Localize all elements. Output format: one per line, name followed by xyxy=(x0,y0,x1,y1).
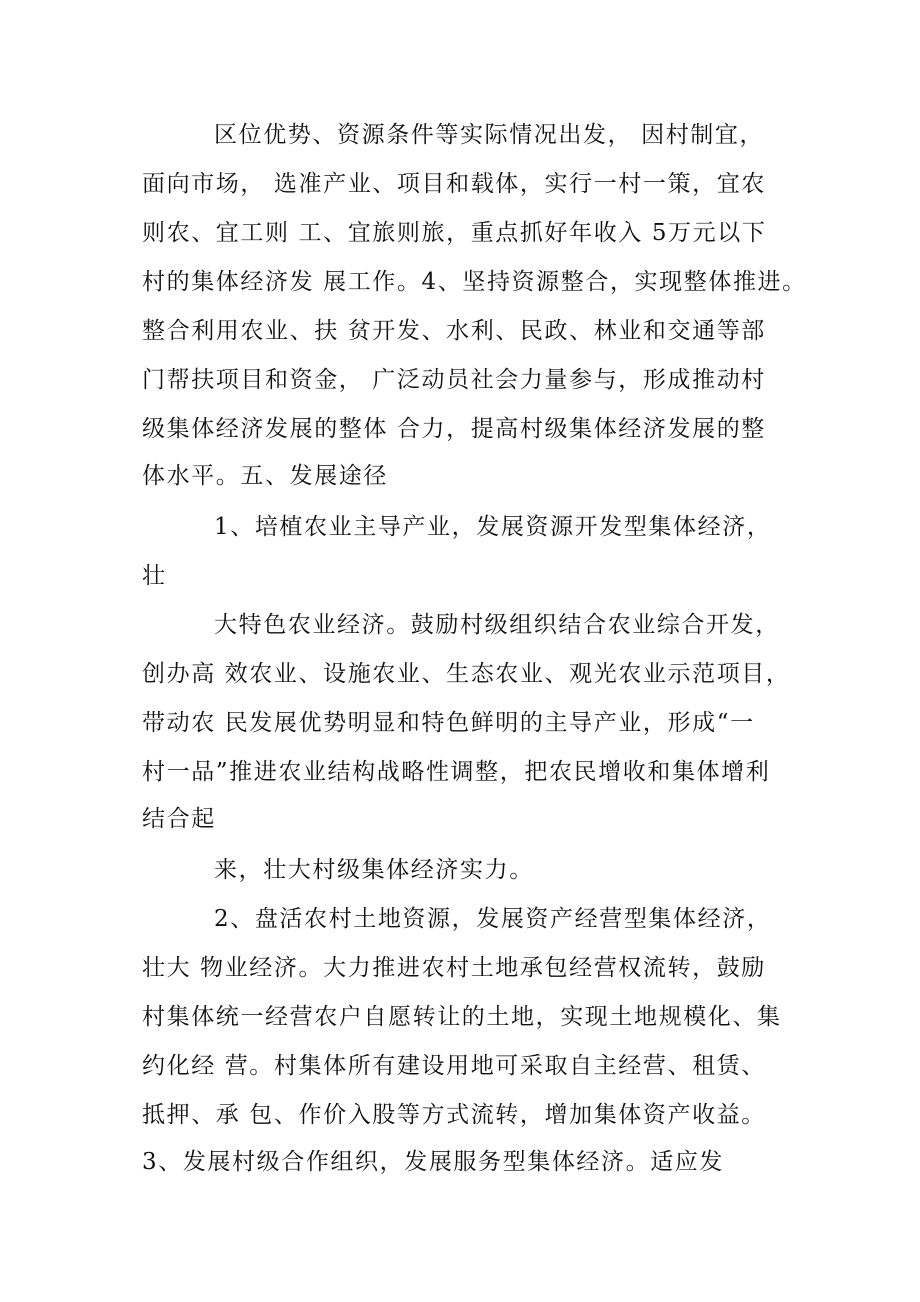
text-line: 2、盘活农村土地资源，发展资产经营型集体经济， xyxy=(214,906,772,932)
text-line: 壮 xyxy=(142,563,167,589)
text-line: 体水平。五、发展途径 xyxy=(142,463,388,489)
text-line: 村集体统一经营农户自愿转让的土地，实现土地规模化、集 xyxy=(142,1004,782,1030)
text-line: 面向市场， 选准产业、项目和载体，实行一村一策，宜农 xyxy=(142,171,766,197)
text-line: 结合起 xyxy=(142,806,216,832)
text-line: 整合利用农业、扶 贫开发、水利、民政、林业和交通等部 xyxy=(142,318,766,344)
text-line: 村一品”推进农业结构战略性调整，把农民增收和集体增利 xyxy=(142,759,771,785)
text-line: 大特色农业经济。鼓励村级组织结合农业综合开发， xyxy=(214,612,780,638)
text-line: 级集体经济发展的整体 合力，提高村级集体经济发展的整 xyxy=(142,416,766,442)
text-line: 则农、宜工则 工、宜旅则旅，重点抓好年收入 5万元以下 xyxy=(142,220,767,246)
text-line: 创办高 效农业、设施农业、生态农业、观光农业示范项目， xyxy=(142,661,791,687)
text-line: 区位优势、资源条件等实际情况出发， 因村制宜， xyxy=(214,122,765,148)
text-line: 抵押、承 包、作价入股等方式流转，增加集体资产收益。 xyxy=(142,1102,766,1128)
text-line: 村的集体经济发 展工作。4、坚持资源整合，实现整体推进。 xyxy=(142,269,807,295)
text-line: 1、培植农业主导产业，发展资源开发型集体经济， xyxy=(214,514,772,540)
text-line: 3、发展村级合作组织，发展服务型集体经济。适应发 xyxy=(142,1149,725,1175)
text-line: 门帮扶项目和资金， 广泛动员社会力量参与，形成推动村 xyxy=(142,367,766,393)
text-line: 壮大 物业经济。大力推进农村土地承包经营权流转，鼓励 xyxy=(142,955,766,981)
text-line: 来，壮大村级集体经济实力。 xyxy=(214,857,534,883)
text-line: 约化经 营。村集体所有建设用地可采取自主经营、租赁、 xyxy=(142,1053,766,1079)
text-line: 带动农 民发展优势明显和特色鲜明的主导产业，形成“一 xyxy=(142,710,755,736)
